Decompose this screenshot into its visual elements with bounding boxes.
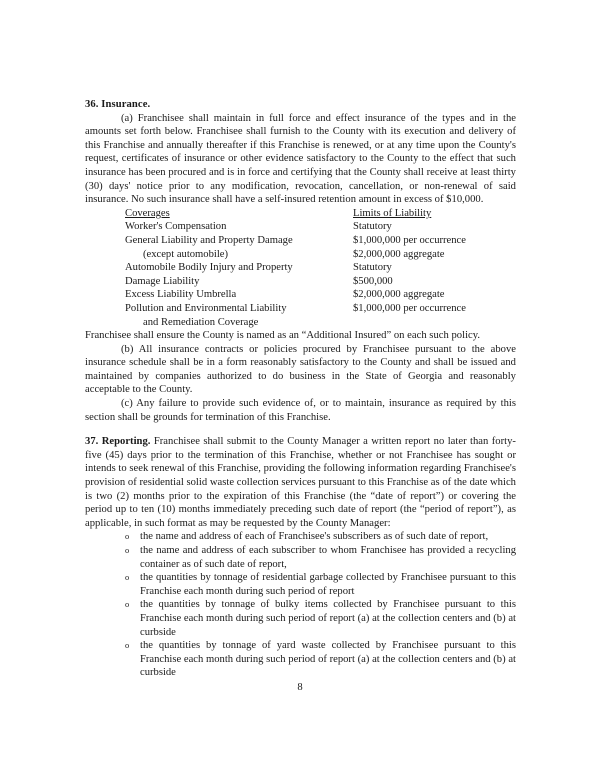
table-header-row bbox=[85, 207, 556, 221]
coverage-cell: Damage Liability bbox=[125, 275, 200, 287]
additional-insured-note: Franchisee shall ensure the County is named as an “Additional Insured” on each such policy. bbox=[85, 330, 481, 342]
limit-cell: $2,000,000 aggregate bbox=[353, 289, 445, 301]
paragraph-insurance-c: (c) Any failure to provide such evidence of, or to maintain, insurance as required by this section shall be grounds for termination of this Franchise. bbox=[85, 398, 516, 423]
table-row bbox=[85, 288, 556, 302]
limit-cell: $1,000,000 per occurrence bbox=[353, 302, 466, 314]
table-row bbox=[85, 302, 556, 316]
bullet-marker-icon: o bbox=[125, 573, 130, 583]
paragraph-insurance-b: (b) All insurance contracts or policies procured by Franchisee pursuant to the above insurance schedule shall be in a form reasonably satisfactory to the County and shall be issued and maintained by companies authorized to do business in the State of Georgia and reasonably acceptable to the County. bbox=[85, 343, 516, 396]
coverage-cell: General Liability and Property Damage bbox=[125, 234, 293, 246]
page-content bbox=[85, 98, 516, 680]
coverage-cell: Automobile Bodily Injury and Property bbox=[125, 262, 293, 274]
list-item-text: the name and address of each subscriber to whom Franchisee has provided a recycling container as of such date of report, bbox=[140, 545, 516, 570]
list-item-text: the name and address of each of Franchisee's subscribers as of such date of report, bbox=[140, 531, 489, 543]
table-row bbox=[85, 234, 556, 248]
list-item bbox=[85, 571, 516, 598]
limit-cell: $1,000,000 per occurrence bbox=[353, 234, 466, 246]
list-item bbox=[85, 639, 516, 680]
section-heading-reporting: 37. Reporting. bbox=[85, 436, 151, 448]
section-reporting-text: Franchisee shall submit to the County Manager a written report no later than forty-five (45) days prior to the termination of this Franchise, whether or not Franchisee has sought or intends to seek renewal of this Franchise, providing the following information regarding Franchisee's provision of residential solid waste collection services pursuant to this Franchise as of the date which is two (2) months prior to the expiration of this Franchise (the “date of report”) or covering the period up to ten (10) months immediately preceding such date of report (the “period of report”), as applicable, in such format as may be requested by the County Manager: bbox=[85, 436, 516, 529]
page-number: 8 bbox=[297, 682, 303, 693]
coverage-cell: (except automobile) bbox=[143, 248, 229, 260]
section-reporting-paragraph bbox=[85, 435, 516, 530]
bullet-marker-icon: o bbox=[125, 641, 130, 651]
coverage-cell: Excess Liability Umbrella bbox=[125, 289, 237, 301]
reporting-requirements-list bbox=[85, 530, 516, 680]
list-item-text: the quantities by tonnage of yard waste collected by Franchisee pursuant to this Franchise each month during such period of report (a) at the collection centers and (b) at curbside bbox=[140, 640, 516, 679]
table-row bbox=[85, 275, 556, 289]
table-row bbox=[85, 248, 556, 262]
limit-cell bbox=[353, 316, 556, 330]
table-header-coverages: Coverages bbox=[125, 207, 170, 219]
limit-cell: $500,000 bbox=[353, 275, 393, 287]
paragraph-insurance-a: (a) Franchisee shall maintain in full force and effect insurance of the types and in the amounts set forth below. Franchisee shall furnish to the County with its execution and delivery of this Franchise and annually thereafter if this Franchise is renewed, or at any time upon the County's request, certificates of insurance or other evidence satisfactory to the County to the effect that such insurance has been procured and is in force and certifying that the County shall receive at least thirty (30) days' notice prior to any modification, revocation, cancellation, or non-renewal of said insurance. No such insurance shall have a self-insured retention amount in excess of $10,000. bbox=[85, 112, 516, 206]
limit-cell: Statutory bbox=[353, 262, 392, 274]
list-item bbox=[85, 530, 516, 544]
list-item-text: the quantities by tonnage of bulky items collected by Franchisee pursuant to this Franchise each month during such period of report (a) at the collection centers and (b) at curbside bbox=[140, 599, 516, 638]
table-header-limits: Limits of Liability bbox=[353, 207, 432, 219]
list-item-text: the quantities by tonnage of residential garbage collected by Franchisee pursuant to this Franchise each month during such period of report bbox=[140, 572, 516, 597]
coverage-cell: Pollution and Environmental Liability bbox=[125, 302, 287, 314]
section-heading-insurance: 36. Insurance. bbox=[85, 99, 151, 110]
list-item bbox=[85, 544, 516, 571]
coverage-cell: and Remediation Coverage bbox=[143, 316, 259, 328]
list-item bbox=[85, 598, 516, 639]
table-row bbox=[85, 316, 556, 330]
coverage-table bbox=[85, 207, 556, 329]
limit-cell: Statutory bbox=[353, 221, 392, 233]
limit-cell: $2,000,000 aggregate bbox=[353, 248, 445, 260]
bullet-marker-icon: o bbox=[125, 532, 130, 542]
coverage-cell: Worker's Compensation bbox=[125, 221, 227, 233]
table-row bbox=[85, 220, 556, 234]
table-row bbox=[85, 261, 556, 275]
bullet-marker-icon: o bbox=[125, 546, 130, 555]
bullet-marker-icon: o bbox=[125, 600, 130, 610]
